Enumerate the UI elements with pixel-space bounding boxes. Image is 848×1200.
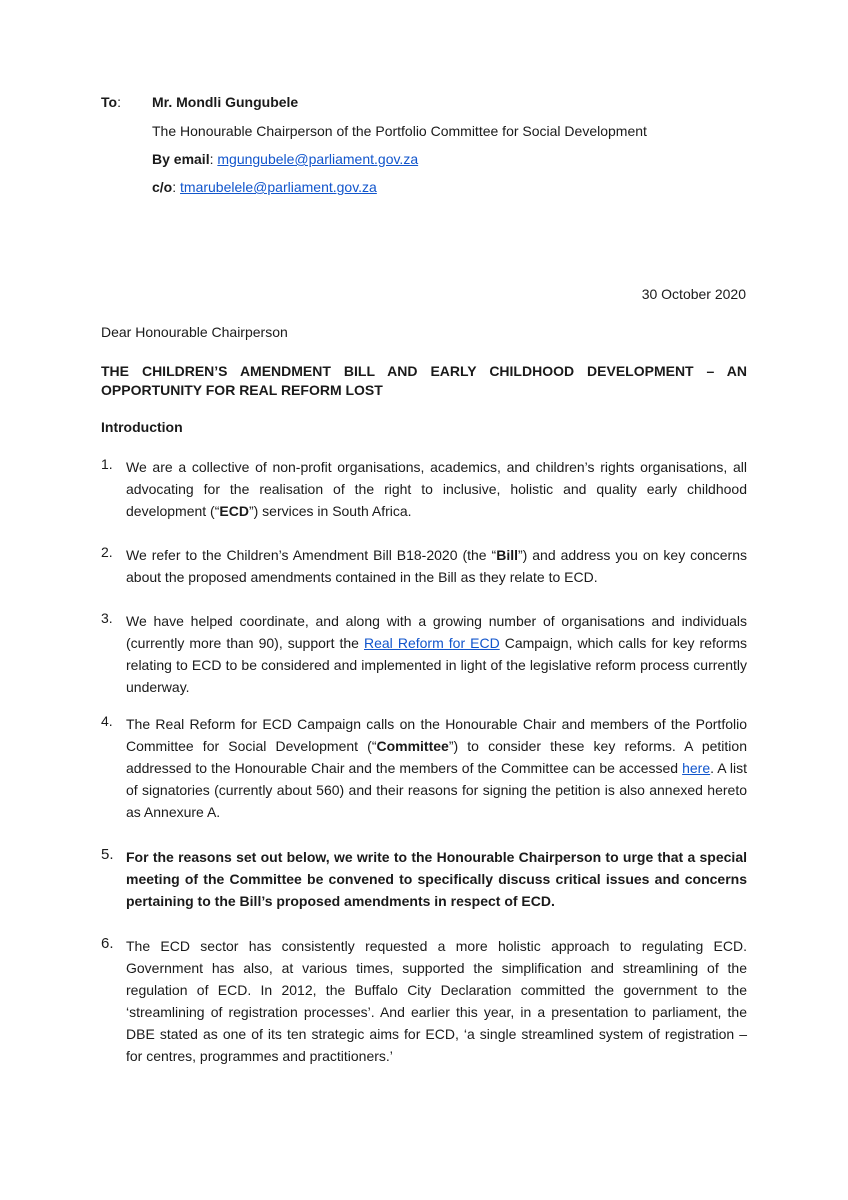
paragraph-5-text: For the reasons set out below, we write to the Honourable Chairperson to urge that a special meeting of the Committee be convened to specifically discuss critical issues and concerns pertaining to the Bill’s proposed amendments in respect of ECD.	[126, 849, 747, 909]
paragraph-2-text-a: We refer to the Children’s Amendment Bill B18-2020 (the “	[126, 547, 497, 563]
paragraph-3-text	[126, 610, 747, 698]
co-email-link[interactable]: tmarubelele@parliament.gov.za	[180, 179, 377, 195]
co-label: c/o	[152, 179, 173, 195]
paragraph-4-number: 4.	[101, 713, 113, 729]
paragraph-4	[101, 713, 747, 823]
salutation: Dear Honourable Chairperson	[101, 324, 288, 340]
to-label	[101, 94, 121, 110]
paragraph-2-text	[126, 544, 747, 588]
paragraph-4-text	[126, 713, 747, 823]
to-label-text: To	[101, 94, 118, 110]
paragraph-4-text-b: ”) to consider these key reforms. A petition addressed to the Honourable Chair and the members of the Committee can be accessed	[126, 738, 747, 776]
paragraph-5-number: 5.	[101, 846, 114, 863]
paragraph-3	[101, 610, 747, 698]
email-label: By email	[152, 151, 210, 167]
paragraph-1-text-b: ”) services in South Africa.	[248, 503, 412, 519]
paragraph-5	[101, 846, 747, 912]
paragraph-2	[101, 544, 747, 588]
section-title-introduction: Introduction	[101, 419, 183, 435]
real-reform-for-ecd-link[interactable]: Real Reform for ECD	[364, 635, 500, 651]
to-label-colon: :	[117, 94, 121, 110]
recipient-email-link[interactable]: mgungubele@parliament.gov.za	[217, 151, 419, 167]
letter-heading: THE CHILDREN’S AMENDMENT BILL AND EARLY CHILDHOOD DEVELOPMENT – AN OPPORTUNITY FOR REAL REFORM LOST	[101, 363, 747, 398]
paragraph-1-text	[126, 456, 747, 522]
paragraph-4-term-committee: Committee	[376, 738, 449, 754]
paragraph-2-text-b: ”) and address you on key concerns about the proposed amendments contained in the Bill as they relate to ECD.	[126, 547, 747, 585]
recipient-name: Mr. Mondli Gungubele	[152, 94, 299, 110]
paragraph-3-text-b: Campaign, which calls for key reforms relating to ECD to be considered and implemented in light of the legislative reform process currently underway.	[126, 635, 747, 695]
paragraph-6-number: 6.	[101, 935, 114, 952]
recipient-co-line: c/o: tmarubelele@parliament.gov.za	[152, 179, 377, 195]
paragraph-1-number: 1.	[101, 456, 113, 472]
paragraph-1	[101, 456, 747, 522]
paragraph-4-text-c: . A list of signatories (currently about 560) and their reasons for signing the petition is also annexed hereto as Annexure A.	[126, 760, 747, 820]
paragraph-6	[101, 935, 747, 1067]
paragraph-1-text-a: We are a collective of non-profit organisations, academics, and children’s rights organisations, all advocating for the realisation of the right to inclusive, holistic and quality early childhood development (“	[126, 459, 747, 519]
paragraph-1-term-ecd: ECD	[219, 503, 249, 519]
paragraph-6-text: The ECD sector has consistently requested a more holistic approach to regulating ECD. Government has also, at various times, supported the simplification and streamlining of the regulation of ECD. In 2012, the Buffalo City Declaration committed the government to the ‘streamlining of registration processes’. And earlier this year, in a presentation to parliament, the DBE stated as one of its ten strategic aims for ECD, ‘a single streamlined system of registration – for centres, programmes and practitioners.’	[126, 938, 747, 1064]
recipient-email-line: By email: mgungubele@parliament.gov.za	[152, 151, 419, 167]
paragraph-2-term-bill: Bill	[496, 547, 518, 563]
petition-here-link[interactable]: here	[682, 760, 711, 776]
paragraph-3-text-a: We have helped coordinate, and along with a growing number of organisations and individuals (currently more than 90), support the	[126, 613, 747, 651]
paragraph-4-text-a: The Real Reform for ECD Campaign calls on the Honourable Chair and members of the Portfolio Committee for Social Development (“	[126, 716, 747, 754]
recipient-title: The Honourable Chairperson of the Portfolio Committee for Social Development	[152, 123, 647, 139]
paragraph-3-number: 3.	[101, 610, 113, 626]
paragraph-2-number: 2.	[101, 544, 113, 560]
letter-date: 30 October 2020	[641, 286, 746, 302]
